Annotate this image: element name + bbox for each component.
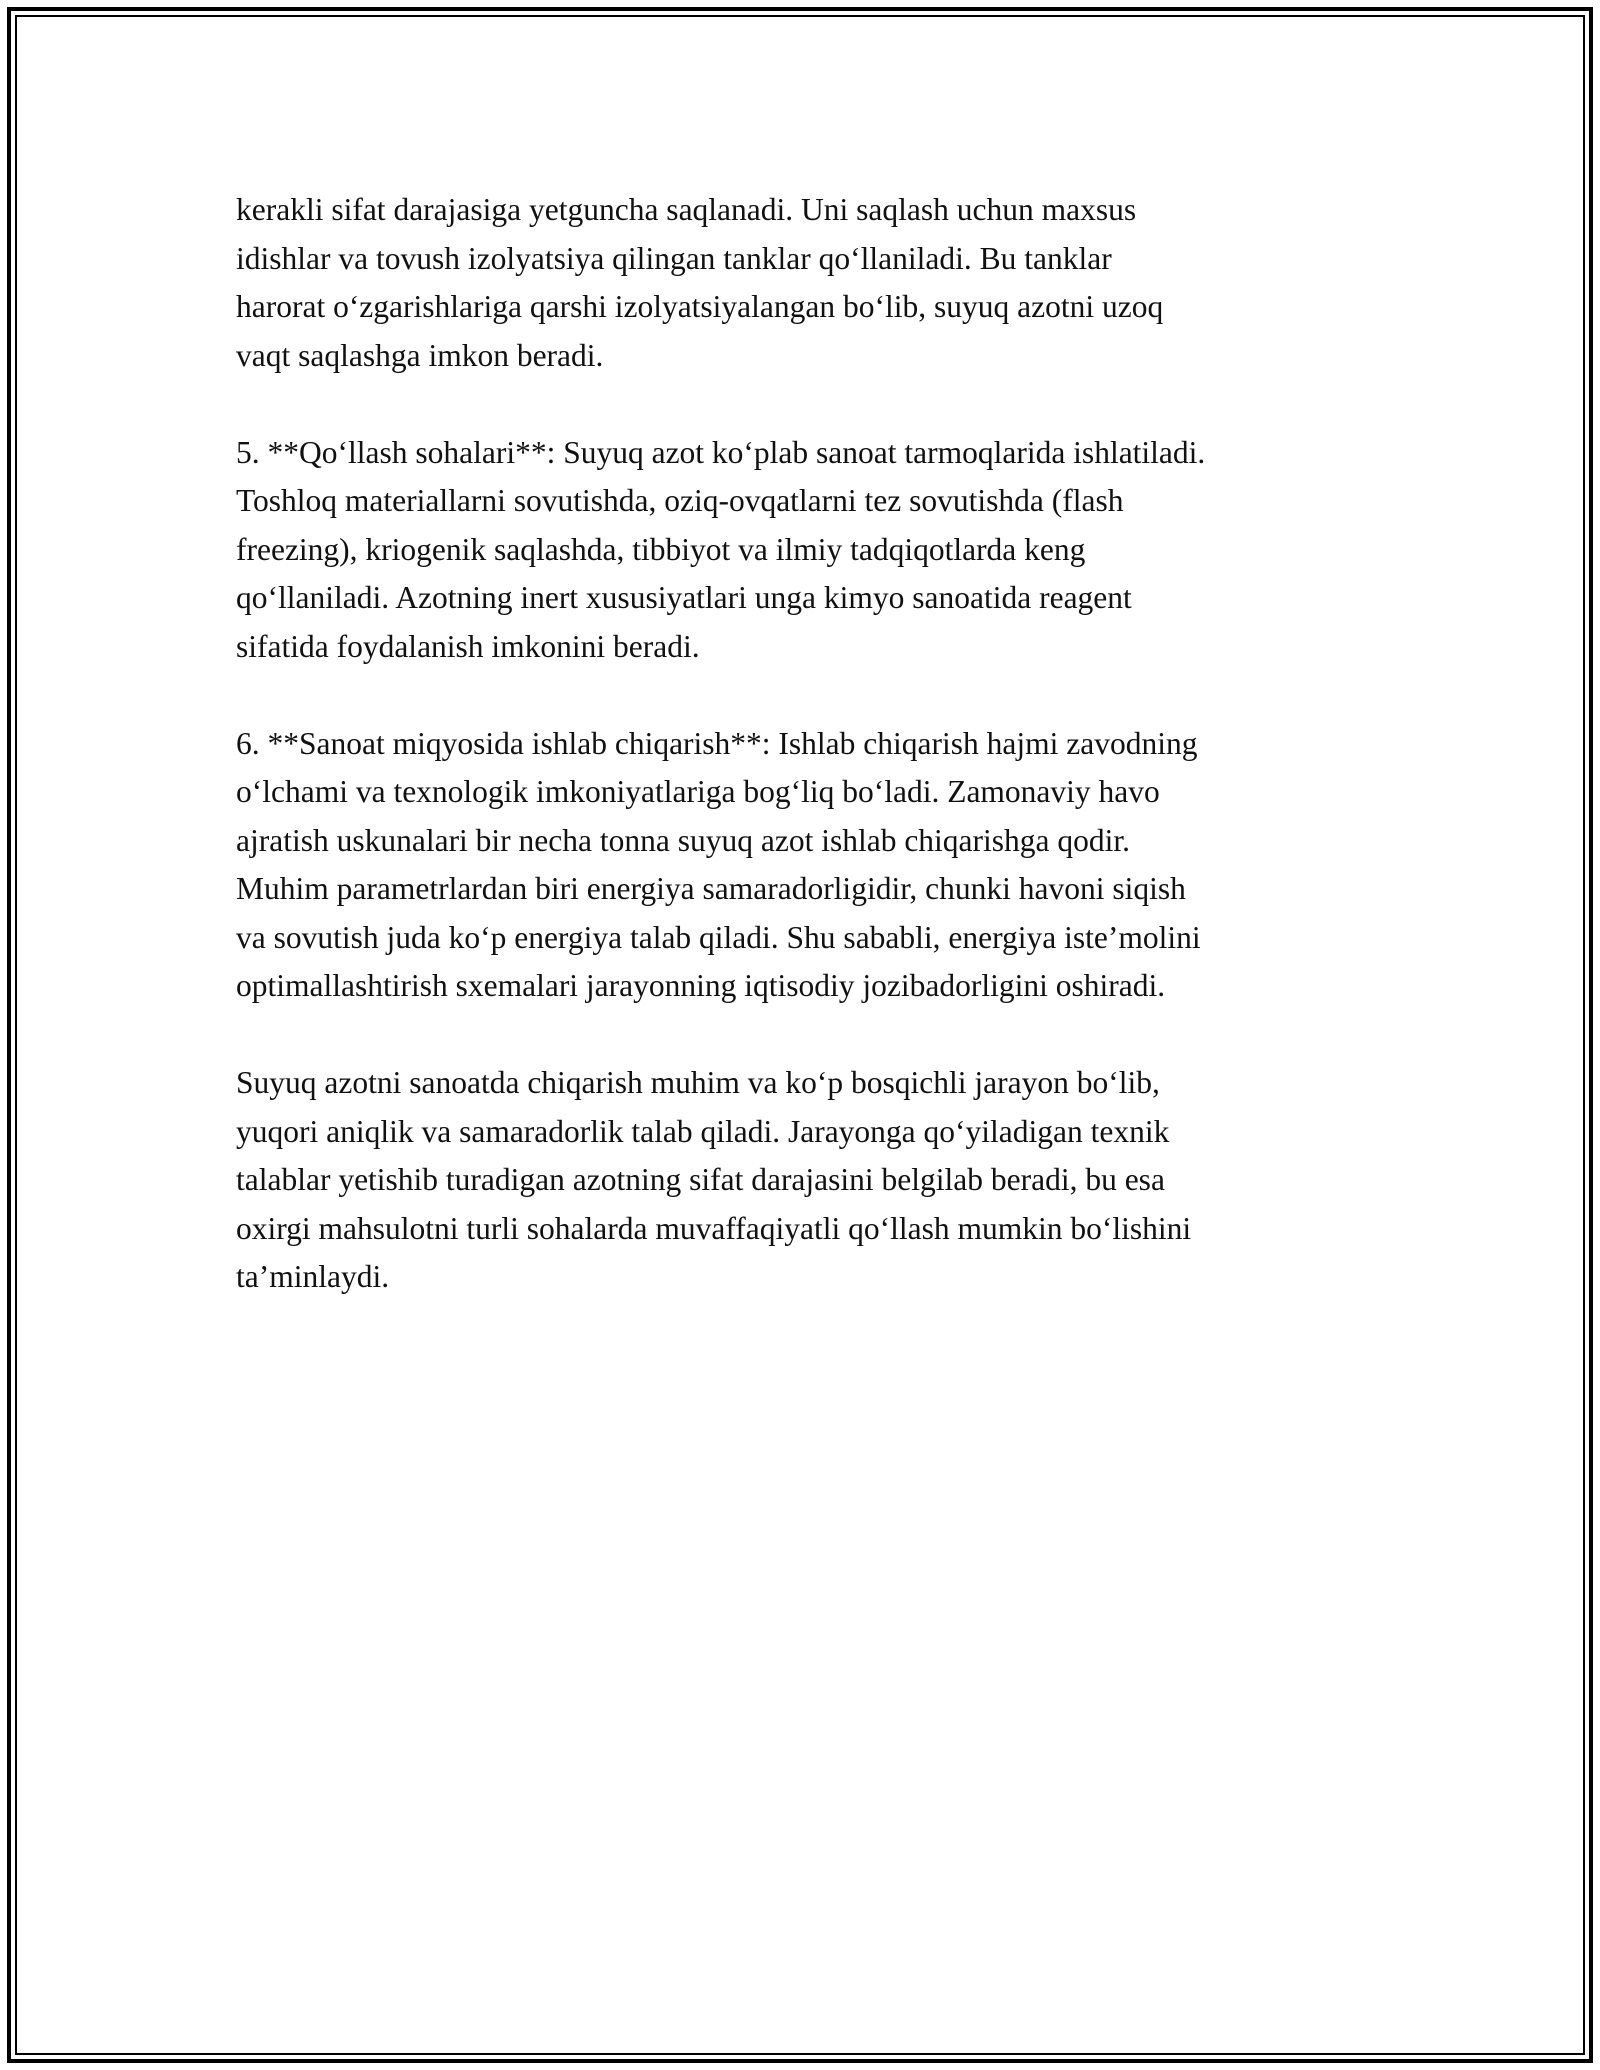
text-line: harorat o‘zgarishlariga qarshi izolyatsiyalangan bo‘lib, suyuq azotni uzoq — [236, 289, 1164, 324]
text-line: va sovutish juda ko‘p energiya talab qiladi. Shu sababli, energiya iste’molini — [236, 919, 1201, 955]
text-line: o‘lchami va texnologik imkoniyatlariga bog‘liq bo‘ladi. Zamonaviy havo — [236, 774, 1160, 809]
paragraph-conclusion — [236, 1059, 1386, 1302]
text-line: yuqori aniqlik va samaradorlik talab qiladi. Jarayonga qo‘yiladigan texnik — [236, 1113, 1170, 1149]
paragraph-storage — [236, 186, 1386, 380]
text-line: oxirgi mahsulotni turli sohalarda muvaffaqiyatli qo‘llash mumkin bo‘lishini — [236, 1210, 1192, 1246]
text-line: 6. **Sanoat miqyosida ishlab chiqarish**: Ishlab chiqarish hajmi zavodning — [236, 725, 1198, 761]
text-line: 5. **Qo‘llash sohalari**: Suyuq azot ko‘plab sanoat tarmoqlarida ishlatiladi. — [236, 434, 1206, 470]
text-line: Suyuq azotni sanoatda chiqarish muhim va ko‘p bosqichli jarayon bo‘lib, — [236, 1065, 1160, 1100]
text-line: sifatida foydalanish imkonini beradi. — [236, 628, 700, 664]
text-line: ajratish uskunalari bir necha tonna suyuq azot ishlab chiqarishga qodir. — [236, 822, 1131, 858]
text-line: idishlar va tovush izolyatsiya qilingan tanklar qo‘llaniladi. Bu tanklar — [236, 240, 1112, 276]
text-line: Toshloq materiallarni sovutishda, oziq-ovqatlarni tez sovutishda (flash — [236, 483, 1124, 518]
text-line: vaqt saqlashga imkon beradi. — [236, 337, 604, 373]
paragraph-applications — [236, 429, 1386, 672]
text-line: qo‘llaniladi. Azotning inert xususiyatlari unga kimyo sanoatida reagent — [236, 580, 1132, 615]
text-line: freezing), kriogenik saqlashda, tibbiyot va ilmiy tadqiqotlarda keng — [236, 531, 1086, 567]
text-line: Muhim parametrlardan biri energiya samaradorligidir, chunki havoni siqish — [236, 871, 1186, 906]
paragraph-industrial-production — [236, 720, 1386, 1011]
text-line: optimallashtirish sxemalari jarayonning iqtisodiy jozibadorligini oshiradi. — [236, 968, 1166, 1003]
text-line: ta’minlaydi. — [236, 1259, 390, 1294]
document-body — [236, 186, 1386, 1350]
text-line: talablar yetishib turadigan azotning sifat darajasini belgilab beradi, bu esa — [236, 1162, 1165, 1197]
text-line: kerakli sifat darajasiga yetguncha saqlanadi. Uni saqlash uchun maxsus — [236, 192, 1137, 227]
